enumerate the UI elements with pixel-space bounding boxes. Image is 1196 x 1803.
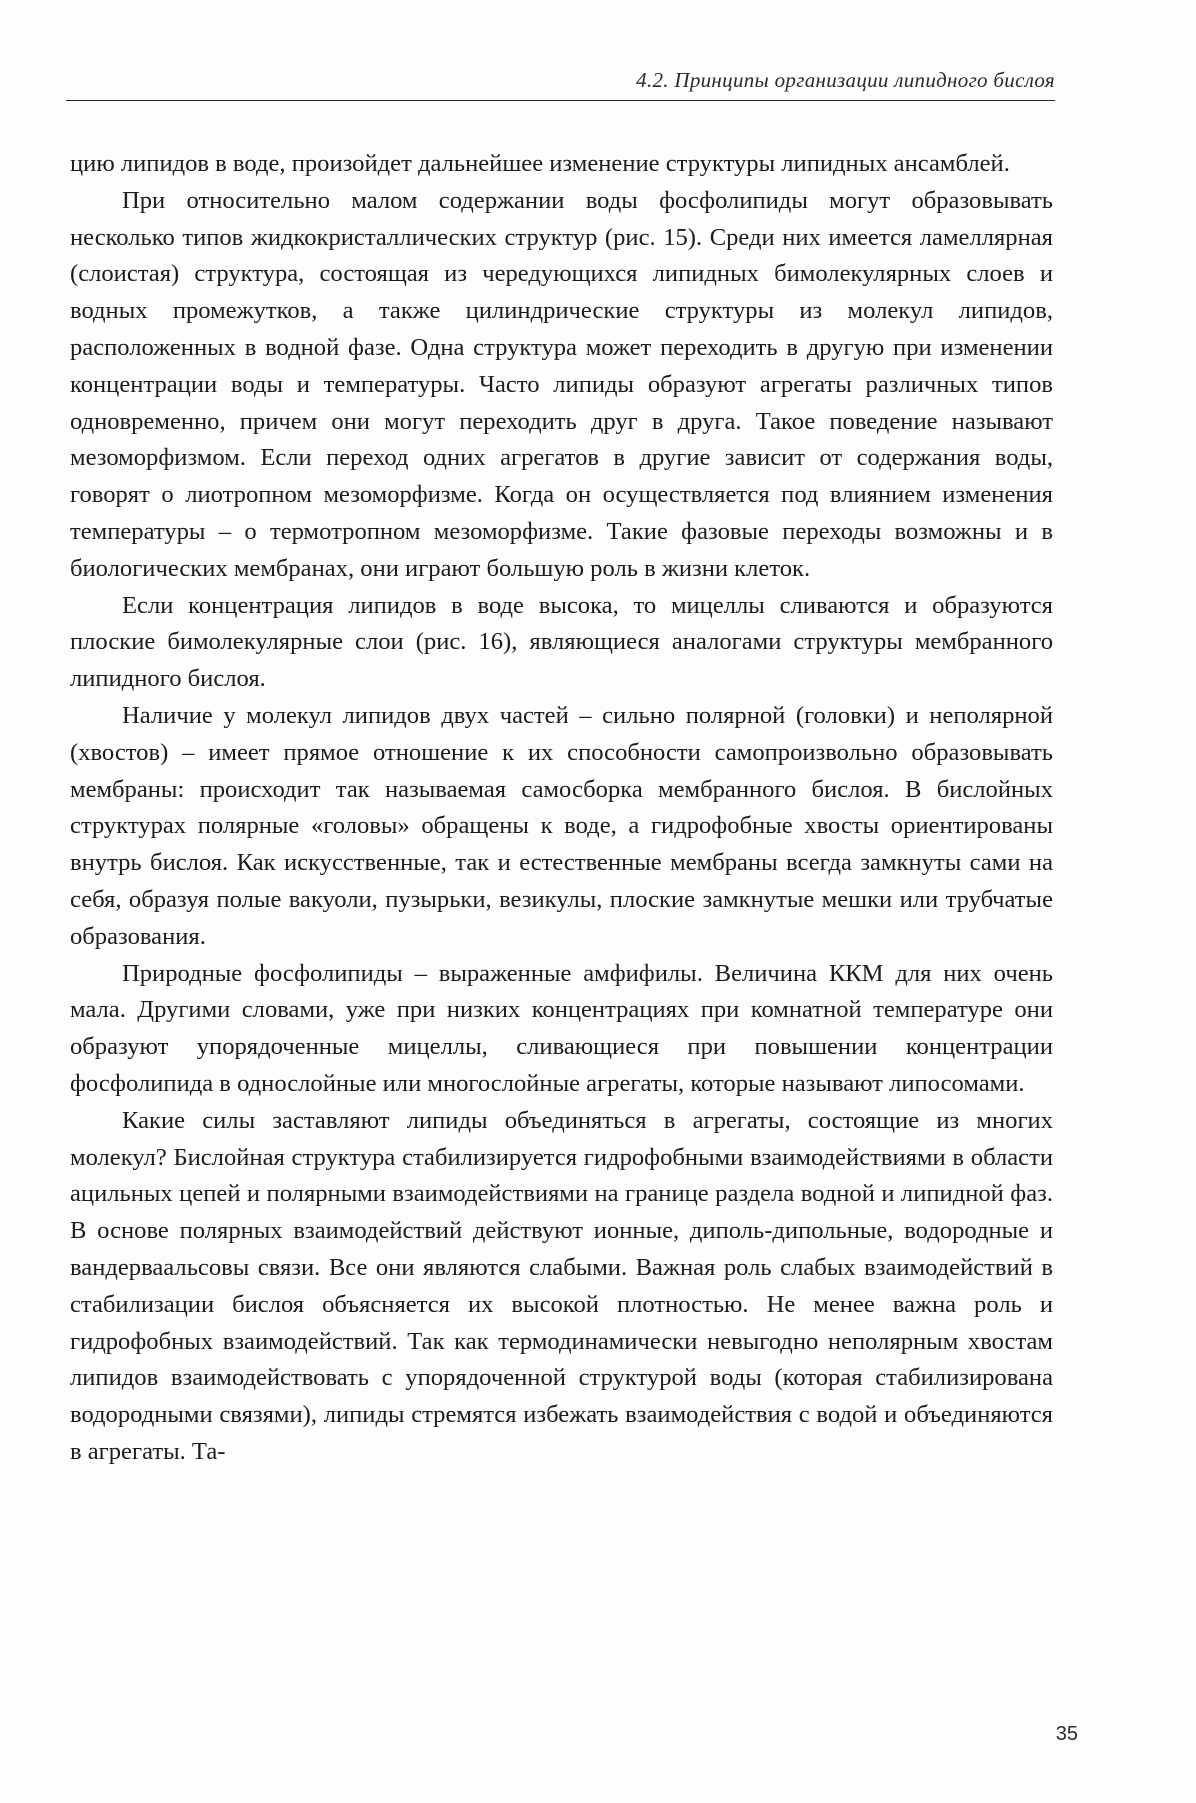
paragraph-natural-phospholipids: Природные фосфолипиды – выраженные амфифилы. Величина ККМ для них очень мала. Другими словами, уже при низких концентрациях при комнатной температуре они образуют упорядоченные мицеллы, сливающиеся при повышении концентрации фосфолипида в однослойные или многослойные агрегаты, которые называют липосомами. (70, 959, 1053, 1097)
running-header: 4.2. Принципы организации липидного бислоя (636, 68, 1055, 92)
header-rule (66, 100, 1055, 101)
paragraph-self-assembly: Наличие у молекул липидов двух частей – сильно полярной (головки) и неполярной (хвостов) – имеет прямое отношение к их способности самопроизвольно образовывать мембраны: происходит так называемая самосборка мембранного бислоя. В бислойных структурах полярные «головы» обращены к воде, а гидрофобные хвосты ориентированы внутрь бислоя. Как искусственные, так и естественные мембраны всегда замкнуты сами на себя, образуя полые вакуоли, пузырьки, везикулы, плоские замкнутые мешки или трубчатые образования. (70, 701, 1053, 950)
paragraph-stabilizing-forces: Какие силы заставляют липиды объединяться в агрегаты, состоящие из многих молекул? Бислойная структура стабилизируется гидрофобными взаимодействиями в области ацильных цепей и полярными взаимодействиями на границе раздела водной и липидной фаз. В основе полярных взаимодействий действуют ионные, диполь-дипольные, водородные и вандерваальсовы связи. Все они являются слабыми. Важная роль слабых взаимодействий в стабилизации бислоя объясняется их высокой плотностью. Не менее важна роль и гидрофобных взаимодействий. Так как термодинамически невыгодно неполярным хвостам липидов взаимодействовать с упорядоченной структурой воды (которая стабилизирована водородными связями), липиды стремятся избежать взаимодействия с водой и объединяются в агрегаты. Та- (70, 1106, 1053, 1465)
paragraph-bilayer-formation: Если концентрация липидов в воде высока, то мицеллы сливаются и образуются плоские бимолекулярные слои (рис. 16), являющиеся аналогами структуры мембранного липидного бислоя. (70, 591, 1053, 693)
paragraph-liquid-crystal-structures: При относительно малом содержании воды фосфолипиды могут образовывать несколько типов жидкокристаллических структур (рис. 15). Среди них имеется ламеллярная (слоистая) структура, состоящая из чередующихся липидных бимолекулярных слоев и водных промежутков, а также цилиндрические структуры из молекул липидов, расположенных в водной фазе. Одна структура может переходить в другую при изменении концентрации воды и температуры. Часто липиды образуют агрегаты различных типов одновременно, причем они могут переходить друг в друга. Такое поведение называют мезоморфизмом. Если переход одних агрегатов в другие зависит от содержания воды, говорят о лиотропном мезоморфизме. Когда он осуществляется под влиянием изменения температуры – о термотропном мезоморфизме. Такие фазовые переходы возможны и в биологических мембранах, они играют большую роль в жизни клеток. (70, 186, 1053, 582)
page-number: 35 (1055, 1723, 1078, 1745)
paragraph-continuation: цию липидов в воде, произойдет дальнейшее изменение структуры липидных ансамблей. (70, 150, 1010, 177)
body-text (70, 146, 1053, 1471)
